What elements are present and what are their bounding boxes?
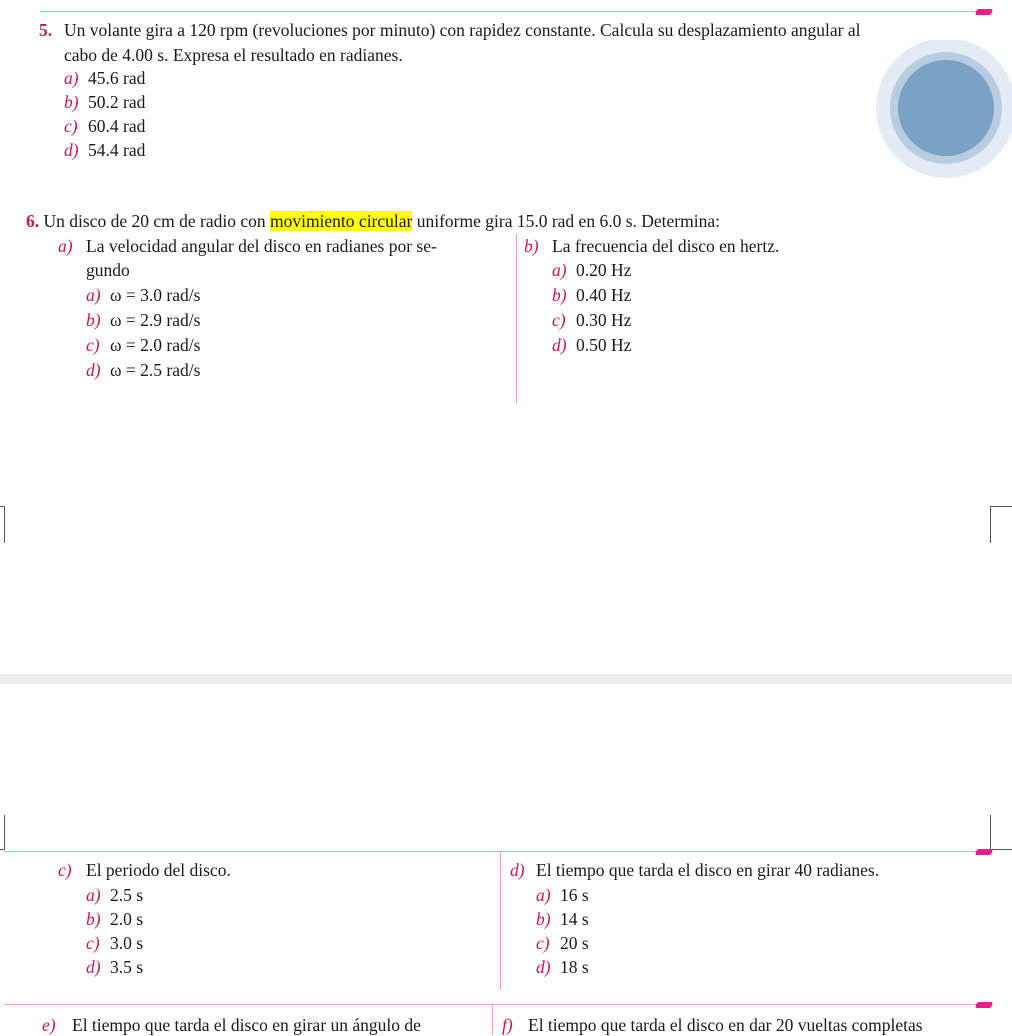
q6c-option-a — [86, 885, 143, 906]
option-text: 0.20 Hz — [576, 260, 632, 280]
option-text: 3.0 s — [110, 933, 144, 953]
q5-option-b — [64, 92, 145, 113]
q6b-option-b — [552, 285, 631, 306]
question-6-text-pre: Un disco de 20 cm de radio con — [43, 211, 270, 231]
page-top-rule — [40, 11, 990, 12]
option-letter: b) — [86, 310, 101, 330]
part-text: El tiempo que tarda el disco en girar 40 radianes. — [536, 860, 880, 880]
question-6-number: 6. — [26, 211, 40, 231]
part-letter: a) — [58, 236, 73, 256]
option-letter: d) — [552, 335, 567, 355]
q6d-option-b — [536, 909, 589, 930]
option-letter: d) — [536, 957, 551, 977]
crop-mark — [990, 506, 1012, 543]
option-letter: d) — [86, 360, 101, 380]
q6a-option-b — [86, 310, 200, 331]
option-text: 16 s — [560, 885, 589, 905]
part-text: El periodo del disco. — [86, 860, 231, 880]
q5-option-c — [64, 116, 145, 137]
q6d-option-d — [536, 957, 589, 978]
option-text: 14 s — [560, 909, 589, 929]
option-letter: b) — [64, 92, 79, 112]
page-corner-mark — [975, 9, 993, 15]
crop-mark — [0, 506, 5, 543]
option-text: 60.4 rad — [88, 116, 146, 136]
q6-part-b-line1 — [524, 236, 779, 257]
option-letter: d) — [86, 957, 101, 977]
option-text: 2.5 s — [110, 885, 144, 905]
option-text: 0.50 Hz — [576, 335, 632, 355]
q6-part-a-line2: gundo — [86, 260, 130, 280]
option-text: 50.2 rad — [88, 92, 146, 112]
option-letter: d) — [64, 140, 79, 160]
q6-part-e-line1 — [42, 1015, 421, 1036]
option-text: ω = 2.9 rad/s — [110, 310, 201, 330]
q6d-option-a — [536, 885, 589, 906]
q6b-option-a — [552, 260, 631, 281]
option-text: 54.4 rad — [88, 140, 146, 160]
option-text: 45.6 rad — [88, 68, 146, 88]
page-corner-mark — [975, 1002, 993, 1008]
part-text: El tiempo que tarda el disco en dar 20 vueltas completas — [528, 1015, 923, 1035]
part-letter: e) — [42, 1015, 56, 1035]
option-letter: b) — [552, 285, 567, 305]
option-text: 3.5 s — [110, 957, 144, 977]
part-text: La frecuencia del disco en hertz. — [552, 236, 780, 256]
option-letter: c) — [86, 335, 100, 355]
q6b-option-c — [552, 310, 631, 331]
q6-part-c-line1 — [58, 860, 231, 881]
page-separator — [0, 674, 1012, 684]
part-letter: c) — [58, 860, 72, 880]
part-letter: f) — [502, 1015, 513, 1035]
option-letter: c) — [552, 310, 566, 330]
q6a-option-d — [86, 360, 200, 381]
part-letter: b) — [524, 236, 539, 256]
question-5-text-line1: Un volante gira a 120 rpm (revoluciones por minuto) con rapidez constante. Calcula su desplazamiento angular al — [64, 20, 861, 40]
option-text: ω = 2.5 rad/s — [110, 360, 201, 380]
q6-part-f-line1 — [502, 1015, 923, 1036]
crop-mark — [0, 815, 5, 850]
q6b-option-d — [552, 335, 631, 356]
option-text: 18 s — [560, 957, 589, 977]
q6-part-d-line1 — [510, 860, 879, 881]
option-letter: a) — [64, 68, 79, 88]
question-6-text-post: uniforme gira 15.0 rad en 6.0 s. Determina: — [412, 211, 720, 231]
q6-part-a-line1 — [58, 236, 437, 257]
option-letter: b) — [86, 909, 101, 929]
crop-mark — [990, 815, 1012, 850]
section-rule — [4, 851, 990, 852]
option-letter: c) — [86, 933, 100, 953]
option-letter: a) — [536, 885, 551, 905]
q6d-option-c — [536, 933, 589, 954]
section-rule — [4, 1004, 990, 1005]
q6c-option-c — [86, 933, 143, 954]
option-text: 2.0 s — [110, 909, 144, 929]
q5-option-d — [64, 140, 145, 161]
column-divider — [516, 234, 517, 404]
q6a-option-c — [86, 335, 200, 356]
highlighted-term[interactable]: movimiento circular — [269, 211, 413, 231]
page-corner-mark — [975, 849, 993, 855]
option-letter: c) — [64, 116, 78, 136]
q6c-option-b — [86, 909, 143, 930]
part-text: El tiempo que tarda el disco en girar un ángulo de — [72, 1015, 421, 1035]
option-text: ω = 2.0 rad/s — [110, 335, 201, 355]
question-5-text-line2: cabo de 4.00 s. Expresa el resultado en radianes. — [64, 45, 403, 65]
q5-option-a — [64, 68, 145, 89]
part-letter: d) — [510, 860, 525, 880]
column-divider — [500, 852, 501, 990]
option-letter: a) — [86, 285, 101, 305]
option-text: 20 s — [560, 933, 589, 953]
option-text: 0.30 Hz — [576, 310, 632, 330]
column-divider — [492, 1005, 493, 1035]
q6a-option-a — [86, 285, 200, 306]
option-letter: c) — [536, 933, 550, 953]
option-text: ω = 3.0 rad/s — [110, 285, 201, 305]
question-5-number: 5. — [39, 20, 53, 40]
circle-badge-icon — [875, 40, 1012, 182]
q6c-option-d — [86, 957, 143, 978]
option-letter: a) — [86, 885, 101, 905]
part-text: La velocidad angular del disco en radianes por se- — [86, 236, 437, 256]
option-letter: a) — [552, 260, 567, 280]
option-text: 0.40 Hz — [576, 285, 632, 305]
option-letter: b) — [536, 909, 551, 929]
question-6-stem — [26, 211, 720, 232]
